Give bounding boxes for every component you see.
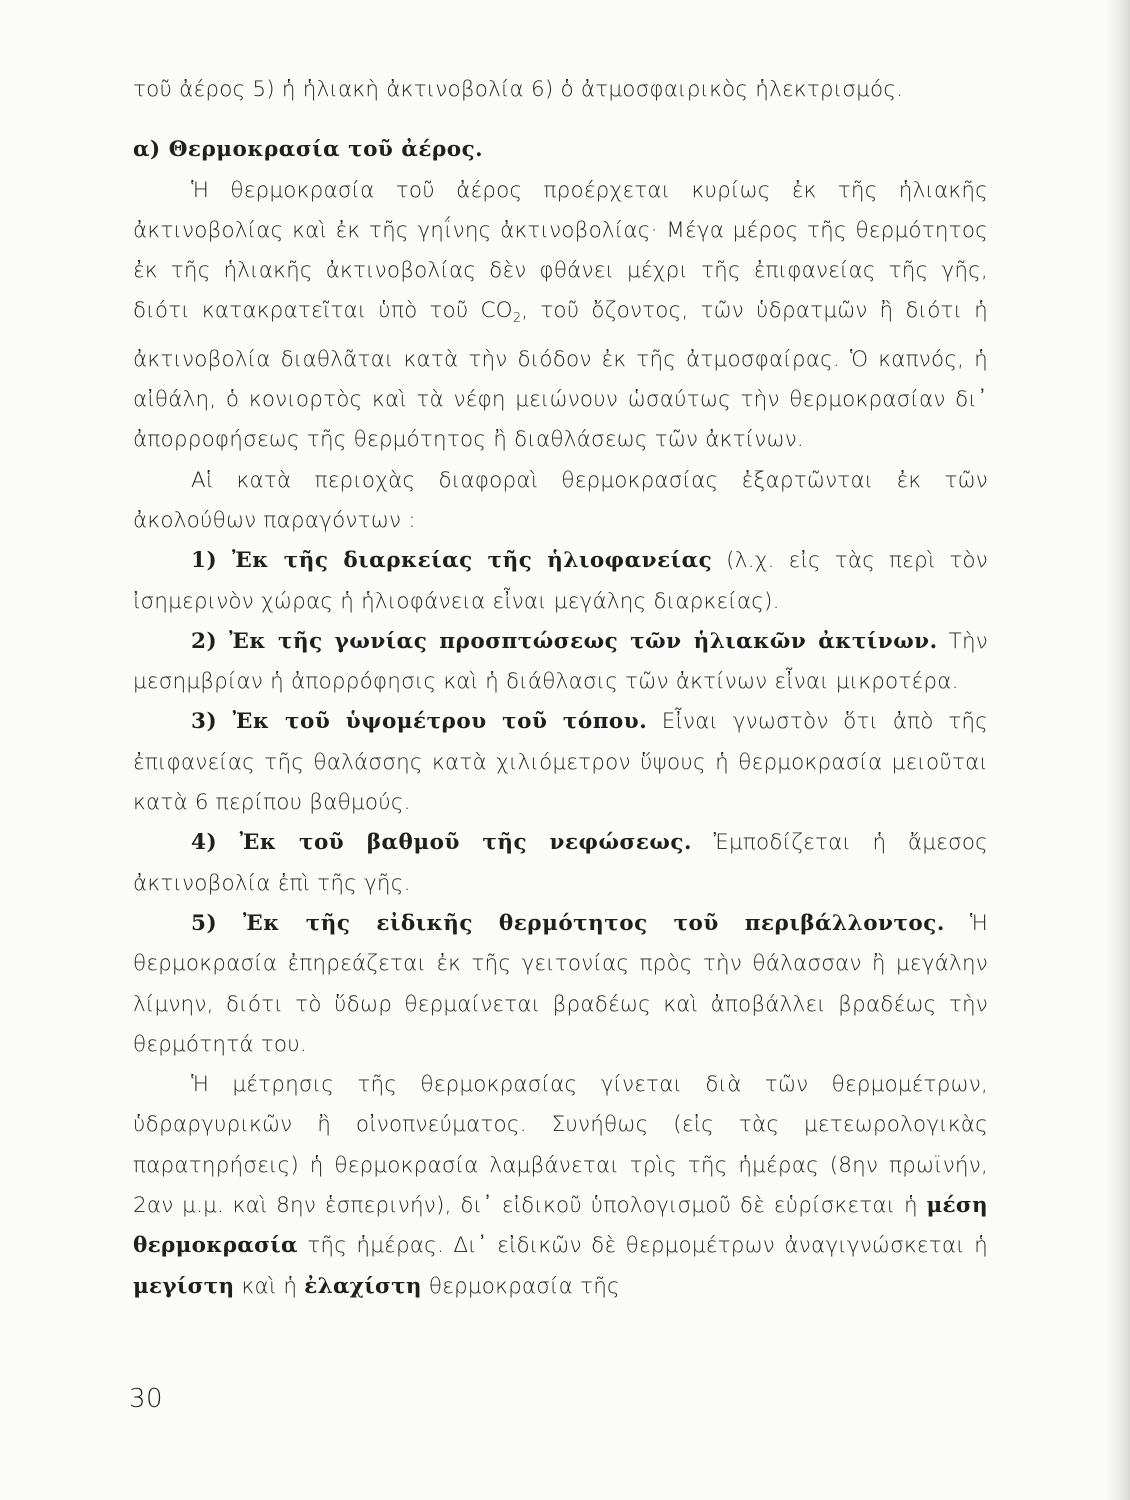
factor-item: 3) Ἐκ τοῦ ὑψομέτρου τοῦ τόπου. Εἶναι γνωστὸν ὅτι ἀπὸ τῆς ἐπιφανείας τῆς θαλάσσης κατὰ χιλιόμετρον ὕψους ἡ θερμοκρασία μειοῦται κατὰ 6 περίπου βαθμούς. xyxy=(133,709,988,816)
factor-item: 1) Ἐκ τῆς διαρκείας τῆς ἡλιοφανείας (λ.χ. εἰς τὰς περὶ τὸν ἰσημερινὸν χώρας ἡ ἡλιοφάνεια εἶναι μεγάλης διαρκείας). xyxy=(133,548,988,614)
page-gutter-shadow xyxy=(1104,0,1130,1500)
paragraph-intro: τοῦ ἀέρος 5) ἡ ἡλιακὴ ἀκτινοβολία 6) ὁ ἀτμοσφαιρικὸς ἡλεκτρισμός. xyxy=(133,77,904,102)
paragraph-measurement: Ἡ μέτρησις τῆς θερμοκρασίας γίνεται διὰ τῶν θερμομέτρων, ὑδραργυρικῶν ἢ οἰνοπνεύματος. Συνήθως (εἰς τὰς μετεωρολογικὰς παρατηρήσεις) ἡ θερμοκρασία λαμβάνεται τρὶς τῆς ἡμέρας (8ην πρωϊνήν, 2αν μ.μ. καὶ 8ην ἑσπερινήν), δι᾽ εἰδικοῦ ὑπολογισμοῦ δὲ εὑρίσκεται ἡ μέση θερμοκρασία τῆς ἡμέρας. Δι᾽ εἰδικῶν δὲ θερμομέτρων ἀναγιγνώσκεται ἡ μεγίστη καὶ ἡ ἐλαχίστη θερμοκρασία τῆς xyxy=(133,1072,988,1299)
page-number: 30 xyxy=(129,1384,164,1414)
paragraph-1: Ἡ θερμοκρασία τοῦ ἀέρος προέρχεται κυρίως ἐκ τῆς ἡλιακῆς ἀκτινοβολίας καὶ ἐκ τῆς γηΐνης ἀκτινοβολίας· Μέγα μέρος τῆς θερμότητος ἐκ τῆς ἡλιακῆς ἀκτινοβολίας δὲν φθάνει μέχρι τῆς ἐπιφανείας τῆς γῆς, διότι κατακρατεῖται ὑπὸ τοῦ $CO_2$, τοῦ ὄζοντος, τῶν ὑδρατμῶν ἢ διότι ἡ ἀκτινοβολία διαθλᾶται κατὰ τὴν διόδον ἐκ τῆς ἀτμοσφαίρας. Ὁ καπνός, ἡ αἰθάλη, ὁ κονιορτὸς καὶ τὰ νέφη μειώνουν ὡσαύτως τὴν θερμοκρασίαν δι᾽ ἀπορροφήσεως τῆς θερμότητος ἢ διαθλάσεως τῶν ἀκτίνων. xyxy=(133,177,988,453)
factor-item: 2) Ἐκ τῆς γωνίας προσπτώσεως τῶν ἡλιακῶν ἀκτίνων. Τὴν μεσημβρίαν ἡ ἀπορρόφησις καὶ ἡ διάθλασις τῶν ἀκτίνων εἶναι μικροτέρα. xyxy=(133,628,989,695)
factor-item: 5) Ἐκ τῆς εἰδικῆς θερμότητος τοῦ περιβάλλοντος. Ἡ θερμοκρασία ἐπηρεάζεται ἐκ τῆς γειτονίας πρὸς τὴν θάλασσαν ἢ μεγάλην λίμνην, διότι τὸ ὕδωρ θερμαίνεται βραδέως καὶ ἀποβάλλει βραδέως τὴν θερμότητά του. xyxy=(133,910,988,1057)
factor-item: 4) Ἐκ τοῦ βαθμοῦ τῆς νεφώσεως. Ἐμποδίζεται ἡ ἄμεσος ἀκτινοβολία ἐπὶ τῆς γῆς. xyxy=(133,830,989,896)
section-heading: α) Θερμοκρασία τοῦ ἀέρος. xyxy=(133,137,484,163)
body-text xyxy=(133,70,988,1307)
paragraph-2: Αἱ κατὰ περιοχὰς διαφοραὶ θερμοκρασίας ἐξαρτῶνται ἐκ τῶν ἀκολούθων παραγόντων : xyxy=(133,467,988,533)
